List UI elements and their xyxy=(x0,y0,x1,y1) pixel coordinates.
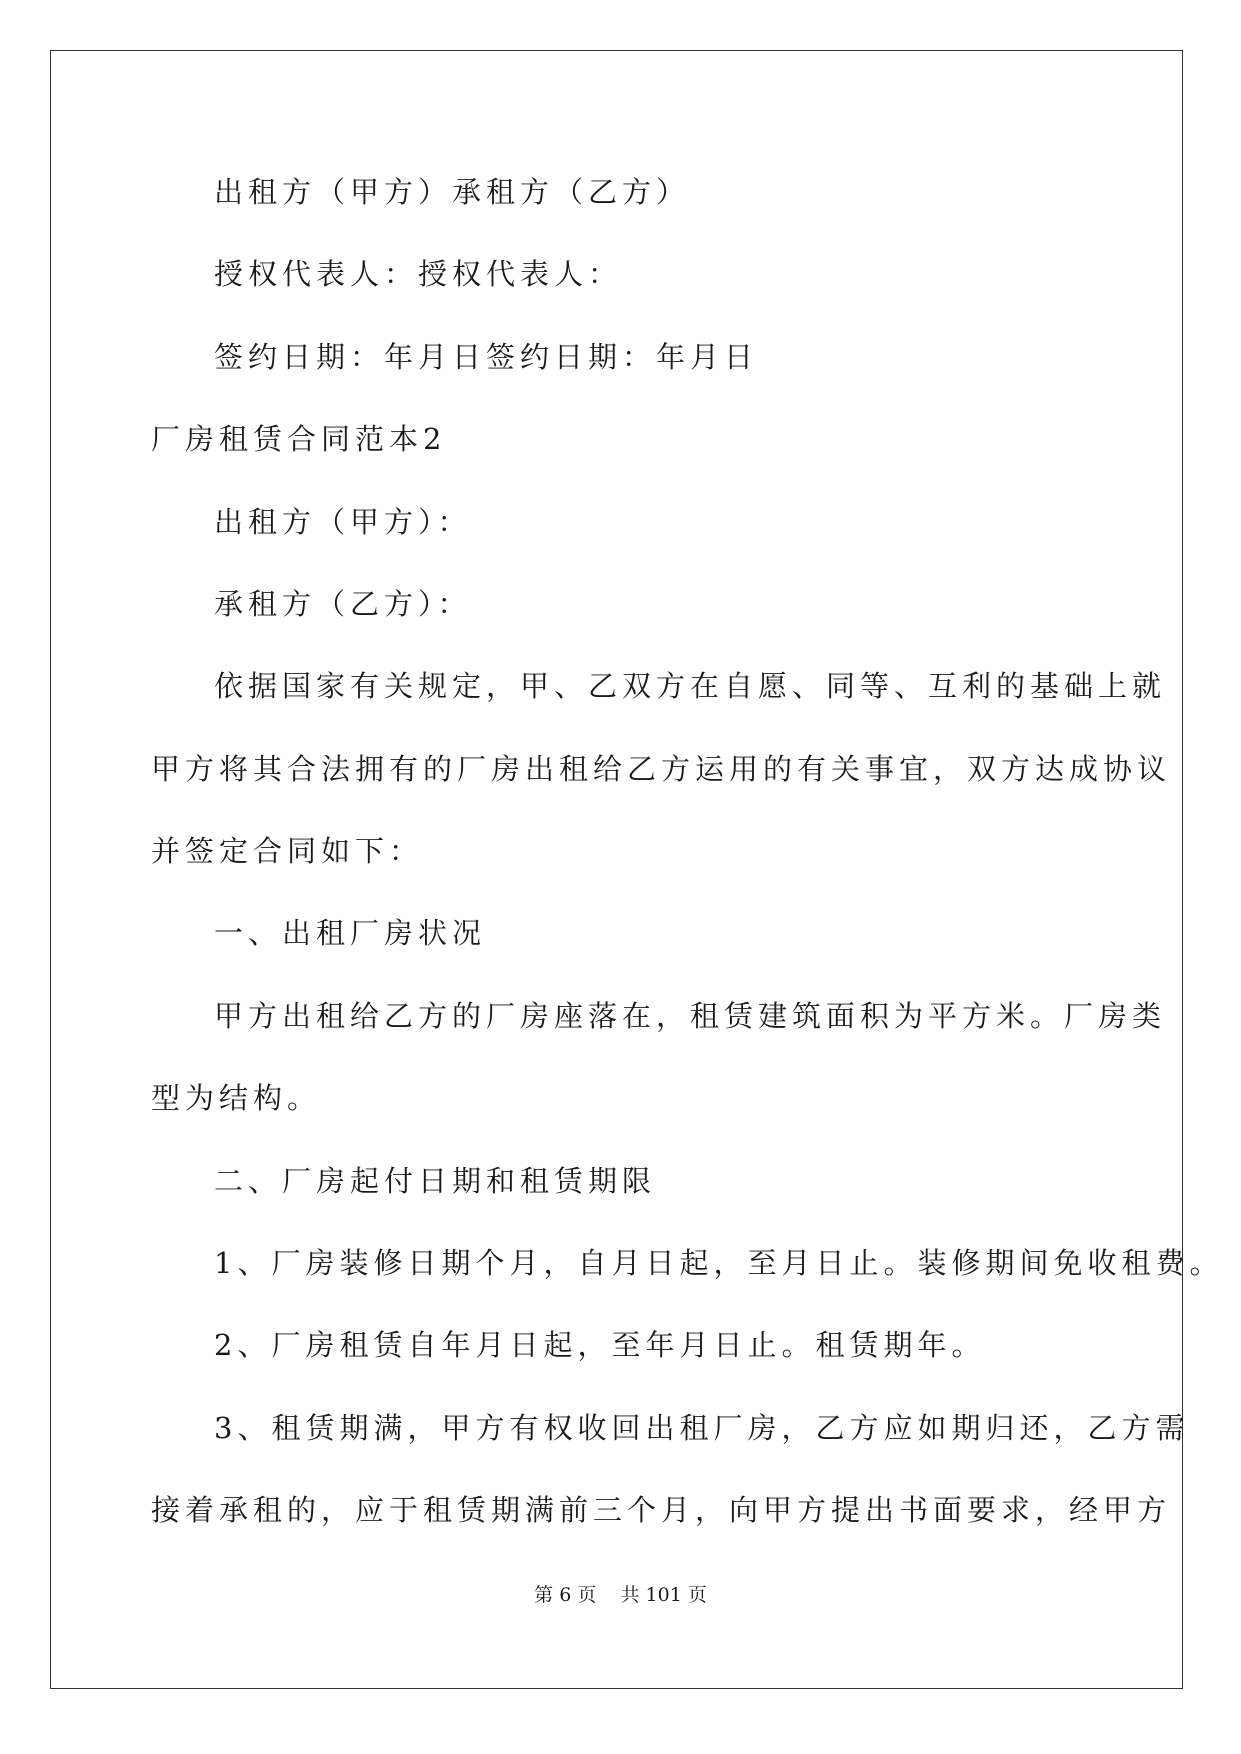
paragraph-line: 型为结构。 xyxy=(151,1081,322,1115)
section-heading: 二、厂房起付日期和租赁期限 xyxy=(214,1164,657,1198)
paragraph-line: 甲方出租给乙方的厂房座落在，租赁建筑面积为平方米。厂房类 xyxy=(214,999,1167,1033)
paragraph-line: 依据国家有关规定，甲、乙双方在自愿、同等、互利的基础上就 xyxy=(214,669,1167,703)
party-heading-line: 出租方（甲方）承租方（乙方） xyxy=(214,175,691,209)
clause-line: 2、厂房租赁自年月日起，至年月日止。租赁期年。 xyxy=(214,1328,986,1362)
lessee-line: 承租方（乙方）： xyxy=(214,587,472,621)
paragraph-line: 接着承租的，应于租赁期满前三个月，向甲方提出书面要求，经甲方 xyxy=(151,1493,1172,1527)
paragraph-line: 甲方将其合法拥有的厂房出租给乙方运用的有关事宜，双方达成协议 xyxy=(151,752,1172,786)
signing-date-line: 签约日期：年月日签约日期：年月日 xyxy=(214,340,759,374)
clause-line: 3、租赁期满，甲方有权收回出租厂房，乙方应如期归还，乙方需 xyxy=(214,1411,1190,1445)
section-heading: 一、出租厂房状况 xyxy=(214,916,487,950)
lessor-line: 出租方（甲方）： xyxy=(214,505,472,539)
authorized-rep-line: 授权代表人：授权代表人： xyxy=(214,257,623,291)
clause-line: 1、厂房装修日期个月，自月日起，至月日止。装修期间免收租费。 xyxy=(214,1246,1224,1280)
paragraph-line: 并签定合同如下： xyxy=(151,834,424,868)
contract-title: 厂房租赁合同范本2 xyxy=(151,422,447,456)
page-number-footer: 第 6 页 共 101 页 xyxy=(534,1584,707,1606)
